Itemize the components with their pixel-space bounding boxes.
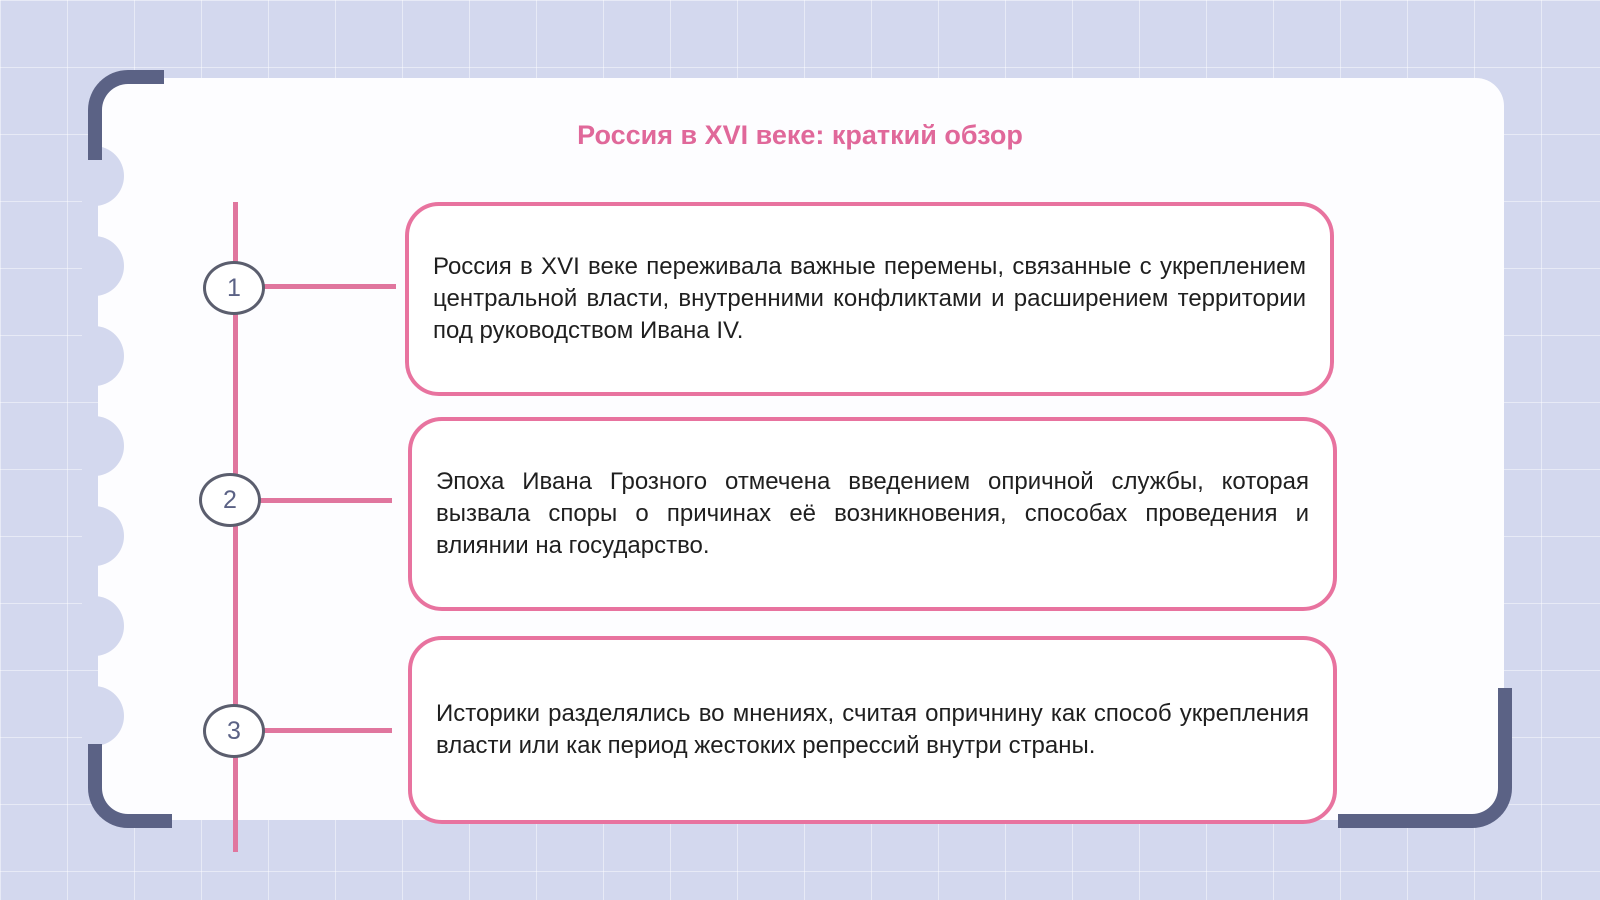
frame-corner-bottom-right: [1338, 688, 1512, 828]
timeline-connector-1: [262, 284, 396, 289]
step-card-3: [408, 636, 1337, 824]
step-marker-1: 1: [203, 261, 265, 315]
timeline-connector-3: [262, 728, 392, 733]
step-text-1: Россия в XVI веке переживала важные перемены, связанные с укреплением центральной власти, внутренними конфликтами и расширением территории под руководством Ивана IV.: [433, 253, 1306, 344]
step-card-2: [408, 417, 1337, 611]
step-marker-3: 3: [203, 704, 265, 758]
step-text-3: Историки разделялись во мнениях, считая опричнину как способ укрепления власти или как период жестоких репрессий внутри страны.: [436, 700, 1309, 759]
frame-corner-bottom-left: [88, 744, 172, 828]
timeline-connector-2: [258, 498, 392, 503]
step-marker-2: 2: [199, 473, 261, 527]
step-card-1: [405, 202, 1334, 396]
step-text-2: Эпоха Ивана Грозного отмечена введением опричной службы, которая вызвала споры о причинах её возникновения, способах проведения и влиянии на государство.: [436, 468, 1309, 559]
page-title: Россия в XVI веке: краткий обзор: [577, 120, 1023, 150]
